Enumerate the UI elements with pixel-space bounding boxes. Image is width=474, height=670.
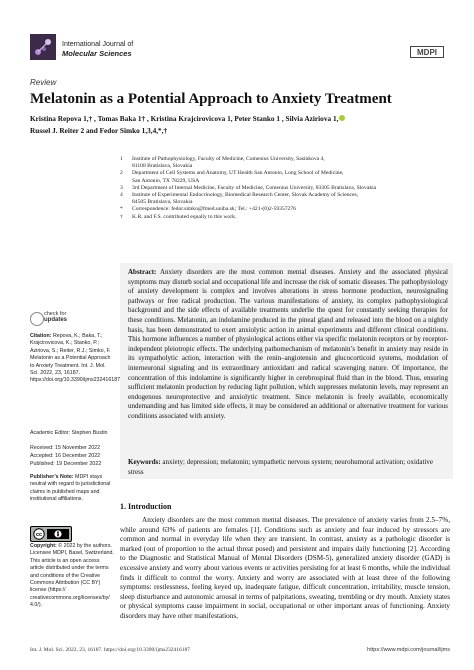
affiliation-item — [120, 170, 450, 184]
academic-editor: Academic Editor: Stephen Bustin — [30, 430, 108, 436]
paper-title: Melatonin as a Potential Approach to Anxiety Treatment — [30, 91, 392, 107]
affiliation-text: Institute of Pathophysiology, Faculty of Medicine, Comenius University, Sasinkova 4, 81108 Bratislava, Slovakia — [132, 156, 325, 170]
affiliation-item — [120, 206, 450, 213]
mdpi-logo-text: MDPI — [417, 48, 437, 57]
cc-by-license-icon[interactable] — [30, 526, 72, 542]
affiliation-text: Department of Cell Systems and Anatomy, UT Health San Antonio, Long School of Medicine, San Antonio, TX 78229, USA — [132, 170, 344, 184]
affiliation-number: * — [120, 206, 123, 213]
affiliations — [120, 156, 450, 221]
introduction-text: Anxiety disorders are the most common mental diseases. The prevalence of anxiety varies from 2.5–7%, while around 63% of patients are females [1]. Conditions such as anxiety and fear induced by stressors are common and normal in everyday life when they are transient. In contrast, anxiety as a pathologic disorder is marked (out of proportion to the actual threat posed) and persistent and impairs daily functioning [2]. According to the Diagnostic and Statistical Manual of Mental Disorders (DSM-5), generalized anxiety disorder (GAD) is excessive anxiety and worry about various events or activities persisting for at least 6 months, while the individual finds it difficult to control the worry. Anxiety and worry are associated with at least three of the following symptoms: restlessness, feeling keyed up, inadequate fatigue, difficult concentration, irritability, muscle tension, sleep disturbance and autonomic arousal in terms of palpitations, sweating, trembling or dry mouth. Anxiety states or physical symptoms cause impairment in social, occupational or other important areas of functioning. Anxiety disorders may have other manifestations, — [120, 516, 450, 620]
affiliation-text: Institute of Experimental Endocrinology, Biomedical Research Center, Slovak Academy of Sciences, 84505 Bratislava, Slovakia — [132, 192, 359, 206]
section-heading-introduction: 1. Introduction — [120, 502, 172, 511]
abstract-label: Abstract: — [128, 268, 157, 276]
accepted-date: Accepted: 16 December 2022 — [30, 453, 101, 459]
citation-label: Citation: — [30, 333, 52, 339]
affiliation-item — [120, 192, 450, 206]
author-line-2 — [30, 125, 450, 137]
keywords-label: Keywords: — [128, 458, 161, 466]
affiliation-item — [120, 214, 450, 221]
correspondence-text[interactable]: Correspondence: fedor.simko@fmed.uniba.sk; Tel.: +421-(0)2-59357276 — [132, 206, 296, 213]
copyright-label: Copyright: — [30, 543, 57, 549]
journal-name-line1: International Journal of — [62, 41, 134, 48]
citation-text: Repova, K.; Baka, T.; Krajcirovicova, K.; Stanko, P.; Aziriova, S.; Reiter, R.J.; Simko, F. Melatonin as a Potential Approach to Anxiety Treatment. Int. J. Mol. Sci. 2022, 23, 16187. https://doi.org/10.3390/ijms232416187 — [30, 333, 121, 384]
author-list — [30, 113, 450, 136]
article-type: Review — [30, 78, 57, 87]
abstract — [128, 268, 448, 422]
affiliation-item — [120, 156, 450, 170]
abstract-text: Anxiety disorders are the most common mental diseases. Anxiety and the associated physical symptoms may disturb social and occupational life and increase the risk of somatic diseases. The pathophysiology of anxiety development is complex and involves alterations in stress hormone production, neurosignaling pathways or free radical production. The various manifestations of anxiety, its complex pathophysiological background and the side effects of available treatments underlie the quest for constantly seeking therapies for these conditions. Melatonin, an indolamine produced in the pineal gland and released into the blood on a nightly basis, has been demonstrated to exert anxiolytic action in animal experiments and different clinical conditions. This hormone influences a number of physiological actions either via specific melatonin receptors or by receptor-independent pleiotropic effects. The underlying pathomechanism of melatonin’s benefit in anxiety may reside in its sympatholytic action, interaction with the renin–angiotensin and glucocorticoid systems, modulation of interneuronal signaling and its extraordinary antioxidant and radical scavenging nature. Of importance, the concentration of this indolamine is significantly higher in cerebrospinal fluid than in the blood. Thus, ensuring sufficient melatonin production by reducing light pollution, which suppresses melatonin levels, may represent an endogenous neuroprotective and anxiolytic treatment. Since melatonin is freely available, economically undemanding and has limited side effects, it may be considered an additional or alternative treatment for various conditions associated with anxiety. — [128, 268, 448, 420]
footer-citation[interactable]: Int. J. Mol. Sci. 2022, 23, 16187. https://doi.org/10.3390/ijms232416187 — [30, 647, 191, 653]
author-line-1-text: Kristina Repova 1,† , Tomas Baka 1† , Kristina Krajcirovicova 1, Peter Stanko 1 , Silvia Aziriova 1, — [30, 114, 339, 123]
copyright-text: © 2022 by the authors. Licensee MDPI, Basel, Switzerland. This article is an open access article distributed under the terms and conditions of the Creative Commons Attribution (CC BY) license (https:// creativecommons.org/licenses/by/ 4.0/). — [30, 543, 114, 609]
check-for-updates-line2: updates — [44, 317, 68, 324]
mdpi-logo-icon — [410, 46, 444, 58]
check-for-updates-line1: check for — [44, 311, 67, 317]
affiliation-number: 2 — [120, 170, 123, 177]
publication-dates — [30, 444, 112, 468]
keywords — [128, 458, 448, 477]
orcid-icon[interactable] — [339, 115, 345, 121]
author-line-2-text: Russel J. Reiter 2 and Fedor Simko 1,3,4,*,† — [30, 125, 168, 135]
journal-name-line2: Molecular Sciences — [62, 49, 132, 58]
keywords-text: anxiety; depression; melatonin; sympathetic nervous system; neurohumoral activation; oxidative stress — [128, 458, 434, 476]
publisher-note-label: Publisher’s Note: — [30, 474, 74, 480]
affiliation-text: 3rd Department of Internal Medicine, Faculty of Medicine, Comenius University, 83305 Bratislava, Slovakia — [132, 184, 377, 191]
affiliation-item — [120, 185, 450, 192]
received-date: Received: 15 November 2022 — [30, 445, 101, 451]
published-date: Published: 19 December 2022 — [30, 461, 102, 467]
journal-logo-icon — [30, 34, 56, 60]
cc-label: cc — [35, 532, 43, 539]
footer-journal-url[interactable]: https://www.mdpi.com/journal/ijms — [367, 647, 450, 653]
affiliation-number: 4 — [120, 192, 123, 199]
check-for-updates-icon[interactable] — [30, 312, 44, 326]
journal-name — [62, 40, 133, 58]
affiliation-number: 3 — [120, 184, 123, 191]
check-for-updates[interactable] — [44, 311, 67, 324]
affiliation-number: 1 — [120, 156, 123, 162]
copyright-block — [30, 543, 114, 610]
citation-block — [30, 333, 121, 385]
affiliation-number: † — [120, 213, 123, 220]
affiliation-text: K.R. and F.S. contributed equally to this work. — [132, 213, 237, 220]
publisher-note-text: MDPI stays neutral with regard to jurisdictional claims in published maps and institutional affiliations. — [30, 474, 111, 503]
author-line-1 — [30, 113, 450, 125]
publisher-note — [30, 474, 114, 504]
